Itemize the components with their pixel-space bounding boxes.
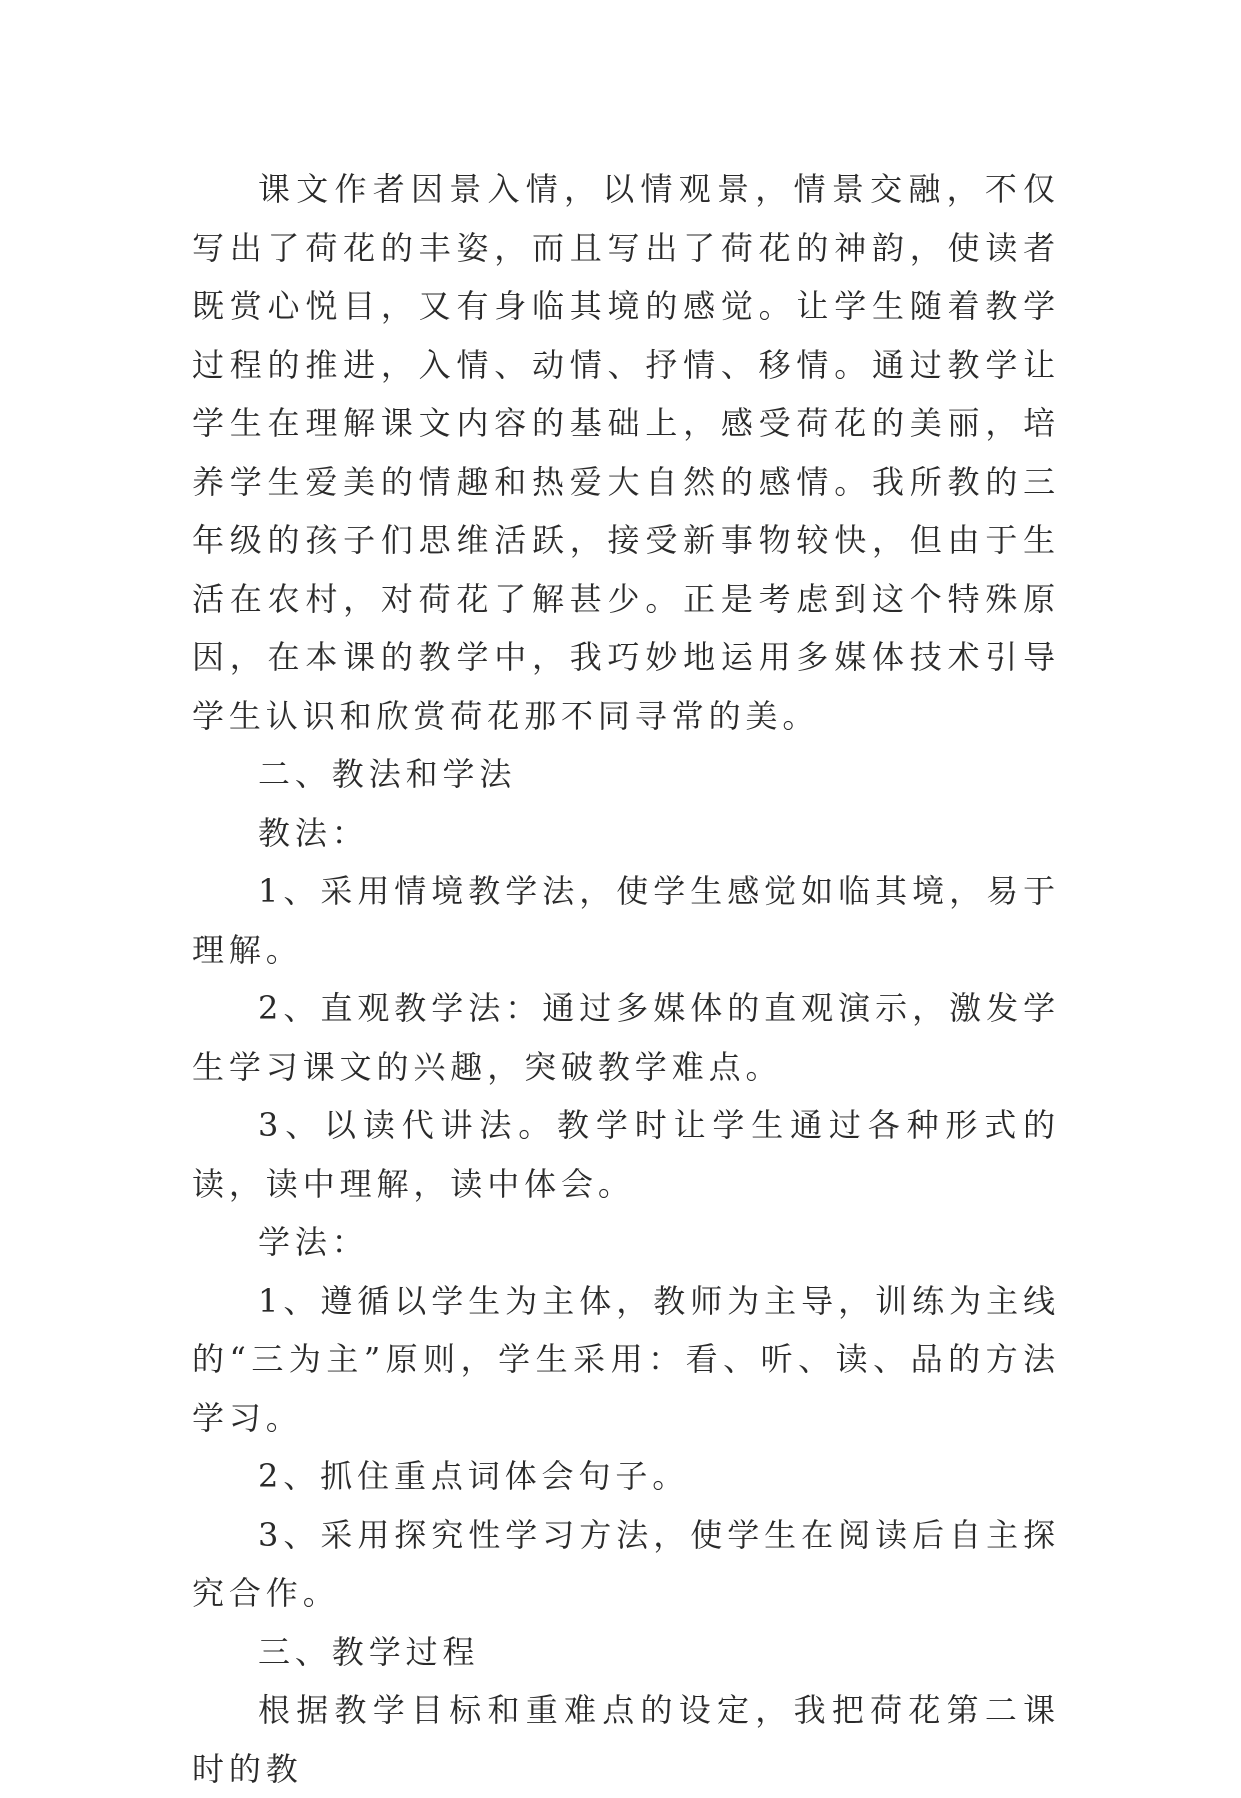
list-item-learning-1: 1、遵循以学生为主体，教师为主导，训练为主线的“三为主”原则，学生采用：看、听、读、品的方法学习。 xyxy=(192,1281,1060,1437)
list-item-learning-2: 2、抓住重点词体会句子。 xyxy=(258,1457,690,1495)
paragraph-text-process: 根据教学目标和重难点的设定，我把荷花第二课时的教 xyxy=(192,1691,1060,1788)
subheading-teaching-methods: 教法： xyxy=(258,813,369,852)
list-item-teaching-3: 3、以读代讲法。教学时让学生通过各种形式的读，读中理解，读中体会。 xyxy=(192,1106,1060,1203)
list-item-teaching-2: 2、直观教学法：通过多媒体的直观演示，激发学生学习课文的兴趣，突破教学难点。 xyxy=(192,989,1060,1086)
paragraph-text-intro: 课文作者因景入情，以情观景，情景交融，不仅写出了荷花的丰姿，而且写出了荷花的神韵，使读者既赏心悦目，又有身临其境的感觉。让学生随着教学过程的推进，入情、动情、抒情、移情。通过教学让学生在理解课文内容的基础上，感受荷花的美丽，培养学生爱美的情趣和热爱大自然的感情。我所教的三年级的孩子们思维活跃，接受新事物较快，但由于生活在农村，对荷花了解甚少。正是考虑到这个特殊原因，在本课的教学中，我巧妙地运用多媒体技术引导学生认识和欣赏荷花那不同寻常的美。 xyxy=(192,170,1060,735)
subheading-learning-methods: 学法： xyxy=(258,1223,369,1261)
list-item-learning-3: 3、采用探究性学习方法，使学生在阅读后自主探究合作。 xyxy=(192,1515,1060,1612)
section-heading-process: 三、教学过程 xyxy=(258,1632,480,1671)
section-heading-methods: 二、教法和学法 xyxy=(258,755,517,793)
list-item-teaching-1: 1、采用情境教学法，使学生感觉如临其境，易于理解。 xyxy=(192,872,1060,969)
document-page xyxy=(192,160,1060,1798)
